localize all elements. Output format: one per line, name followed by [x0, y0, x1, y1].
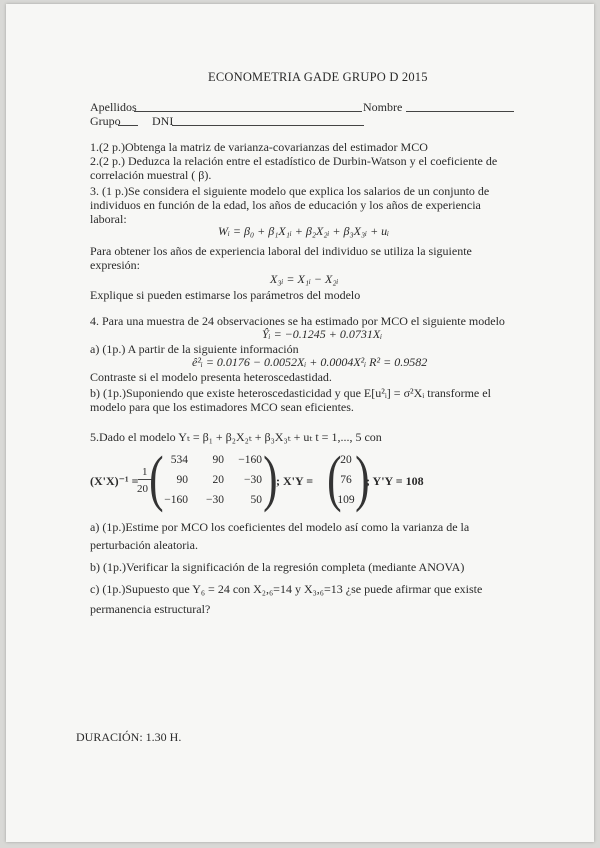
matrix-cell: −160: [238, 454, 262, 466]
nombre-label: Nombre: [363, 100, 403, 114]
question-4a-equation: ê²ᵢ = 0.0176 − 0.0052Xᵢ + 0.0004X²ᵢ R² = 0.9582: [192, 355, 428, 369]
matrix-cell: 534: [170, 454, 188, 466]
exam-duration: DURACIÓN: 1.30 H.: [76, 730, 182, 744]
matrix-left-paren: (: [149, 445, 164, 513]
vector-left-paren: (: [327, 445, 342, 513]
grupo-line: [118, 125, 138, 126]
matrix-cell: 50: [250, 494, 262, 506]
question-3-line-4: Para obtener los años de experiencia laboral del individuo se utiliza la siguiente: [90, 244, 472, 258]
grupo-label: Grupo: [90, 114, 121, 128]
question-3-line-2: individuos en función de la edad, los años de educación y los años de experiencia: [90, 198, 481, 212]
question-4b-line-1: b) (1p.)Suponiendo que existe heteroscedasticidad y que E[u²ᵢ] = σ²Xᵢ transforme el: [90, 386, 491, 400]
question-5c-line-2: permanencia estructural?: [90, 602, 211, 616]
vector-cell: 76: [340, 474, 352, 486]
question-3-line-6: Explique si pueden estimarse los parámetros del modelo: [90, 288, 361, 302]
nombre-line: [406, 111, 514, 112]
question-3-model-equation: Wᵢ = β₀ + β₁X₁ᵢ + β₂X₂ᵢ + β₃X₃ᵢ + uᵢ: [218, 224, 390, 238]
matrix-cell: 90: [212, 454, 224, 466]
question-5a-line-2: perturbación aleatoria.: [90, 538, 198, 552]
vector-right-paren: ): [355, 445, 370, 513]
matrix-cell: 20: [212, 474, 224, 486]
question-4b-line-2: modelo para que los estimadores MCO sean eficientes.: [90, 400, 354, 414]
matrix-right-paren: ): [263, 445, 278, 513]
fraction-denominator: 20: [137, 483, 148, 495]
question-4a-line-1: a) (1p.) A partir de la siguiente información: [90, 342, 299, 356]
matrix-cell: −30: [244, 474, 262, 486]
xty-label: ; X'Y =: [276, 474, 314, 488]
matrix-cell: 90: [176, 474, 188, 486]
question-3-line-5: expresión:: [90, 258, 140, 272]
vector-cell: 20: [340, 454, 352, 466]
dni-label: DNI: [152, 114, 174, 128]
question-5-line-1: 5.Dado el modelo Yₜ = β₁ + β₂X₂ₜ + β₃X₃ₜ + uₜ t = 1,..., 5 con: [90, 430, 382, 444]
question-2-line-1: 2.(2 p.) Deduzca la relación entre el estadístico de Durbin-Watson y el coeficiente de: [90, 154, 498, 168]
vector-cell: 109: [337, 494, 355, 506]
yty-value: ; Y'Y = 108: [366, 474, 424, 488]
apellidos-label: Apellidos: [90, 100, 137, 114]
question-4-line-1: 4. Para una muestra de 24 observaciones se ha estimado por MCO el siguiente modelo: [90, 314, 505, 328]
question-1: 1.(2 p.)Obtenga la matriz de varianza-covarianzas del estimador MCO: [90, 140, 428, 154]
question-2-line-2: correlación muestral ( β).: [90, 168, 212, 182]
apellidos-line: [134, 111, 362, 112]
question-5a-line-1: a) (1p.)Estime por MCO los coeficientes del modelo así como la varianza de la: [90, 520, 470, 534]
question-4a-line-2: Contraste si el modelo presenta heteroscedastidad.: [90, 370, 332, 384]
question-3-line-1: 3. (1 p.)Se considera el siguiente modelo que explica los salarios de un conjunto de: [90, 184, 490, 198]
question-4-model: Ŷᵢ = −0.1245 + 0.0731Xᵢ: [262, 327, 383, 341]
exam-title: ECONOMETRIA GADE GRUPO D 2015: [208, 70, 428, 84]
dni-line: [172, 125, 364, 126]
exam-sheet: [6, 4, 594, 842]
question-5b: b) (1p.)Verificar la significación de la regresión completa (mediante ANOVA): [90, 560, 465, 574]
question-3-line-3: laboral:: [90, 212, 127, 226]
matrix-cell: −160: [164, 494, 188, 506]
fraction-numerator: 1: [142, 466, 148, 478]
question-5c-line-1: c) (1p.)Supuesto que Y₆ = 24 con X₂,₆=14 y X₃,₆=13 ¿se puede afirmar que existe: [90, 582, 483, 596]
matrix-cell: −30: [206, 494, 224, 506]
xtx-inverse-label: (X'X)⁻¹ =: [90, 474, 139, 488]
question-3-expression: X₃ᵢ = X₁ᵢ − X₂ᵢ: [270, 272, 339, 286]
